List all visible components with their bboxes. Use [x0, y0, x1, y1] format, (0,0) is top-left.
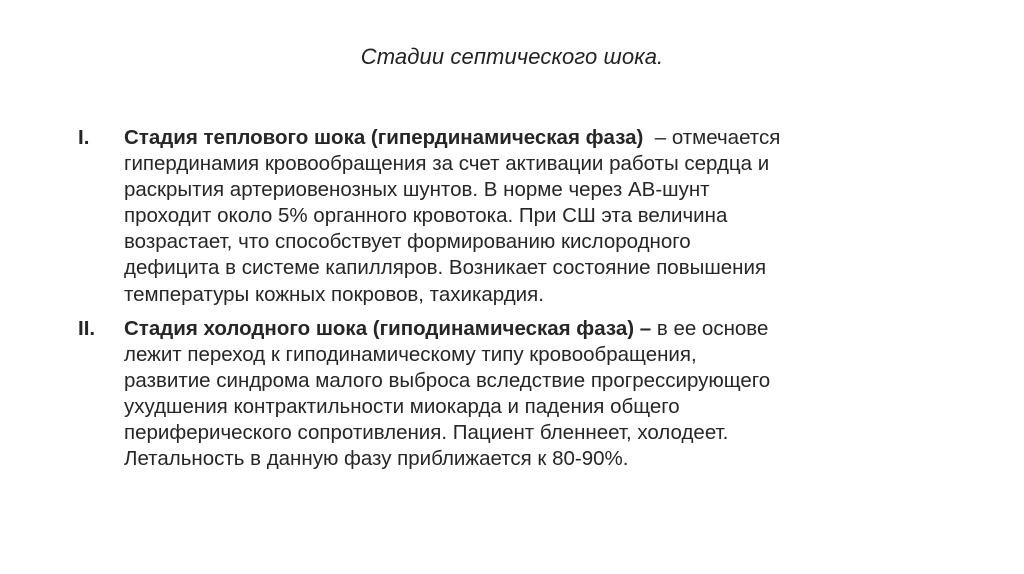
slide-title: Стадии септического шока.: [360, 44, 664, 69]
stage-item-1: [78, 125, 958, 308]
item-text-line: возрастает, что способствует формированию кислородного: [124, 230, 691, 254]
item-text-line: гипердинамия кровообращения за счет активации работы сердца и: [124, 152, 770, 176]
item-text-line: проходит около 5% органного кровотока. При СШ эта величина: [124, 204, 728, 228]
item-text-line: лежит переход к гиподинамическому типу кровообращения,: [124, 342, 697, 366]
item-text-line: периферического сопротивления. Пациент бленнеет, холодеет.: [124, 421, 729, 445]
item-text: – отмечается: [643, 126, 781, 149]
list-marker: II.: [78, 316, 96, 340]
item-first-line: [124, 125, 958, 151]
item-text-line: ухудшения контрактильности миокарда и падения общего: [124, 394, 680, 418]
stage-heading: Стадия теплового шока (гипердинамическая фаза): [124, 126, 644, 149]
item-text-line: дефицита в системе капилляров. Возникает состояние повышения: [124, 256, 767, 280]
stage-item-2: [78, 316, 958, 473]
list-marker: I.: [78, 126, 90, 149]
item-text-line: развитие синдрома малого выброса вследствие прогрессирующего: [124, 368, 771, 392]
stage-list: [78, 125, 958, 472]
item-text-line: раскрытия артериовенозных шунтов. В норме через АВ-шунт: [124, 178, 710, 202]
item-text-line: Летальность в данную фазу приближается к 80-90%.: [124, 447, 629, 471]
item-text-line: температуры кожных покровов, тахикардия.: [124, 282, 544, 306]
item-first-line: [124, 316, 958, 342]
item-text: в ее основе: [651, 316, 769, 340]
stage-heading: Стадия холодного шока (гиподинамическая фаза) –: [124, 316, 652, 340]
